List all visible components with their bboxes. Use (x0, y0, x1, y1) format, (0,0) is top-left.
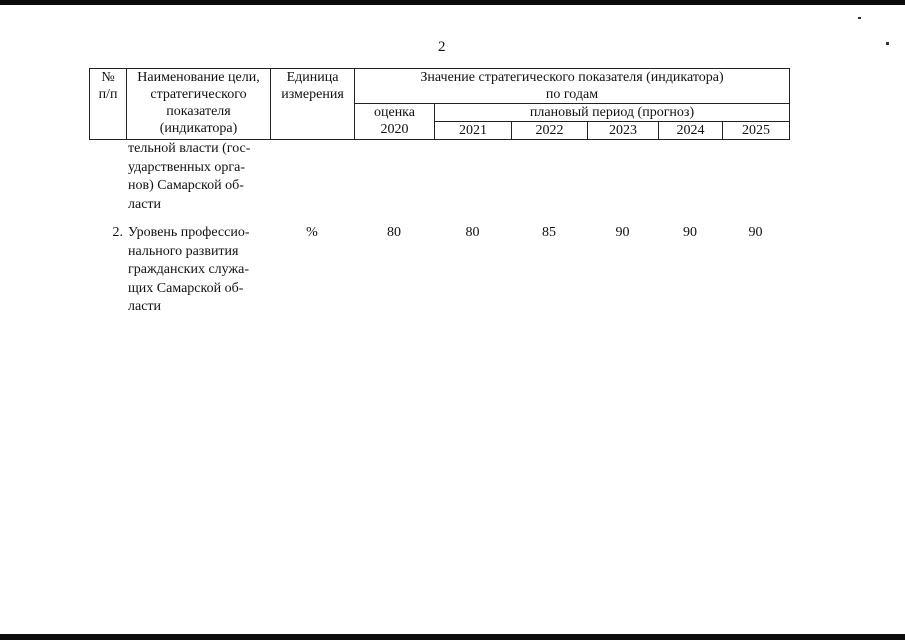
indicator-name-line: Уровень профессио- (128, 225, 250, 240)
indicator-name-line: нов) Самарской об- (128, 178, 244, 193)
unit-value: % (306, 225, 318, 240)
header-estimate-year: 2020 (380, 122, 409, 137)
header-unit-line: Единица (286, 70, 339, 85)
scan-edge-bottom (0, 634, 905, 640)
header-name-line: Наименование цели, (137, 70, 260, 85)
indicator-name-line: щих Самарской об- (128, 280, 244, 296)
indicator-name (128, 140, 267, 214)
value-2020: 80 (387, 225, 401, 240)
header-name-line: (индикатора) (159, 121, 238, 136)
value-2021: 80 (465, 225, 480, 240)
header-value-title-line: по годам (545, 87, 599, 102)
header-unit-line: измерения (281, 87, 344, 102)
scan-speck (858, 17, 861, 19)
header-value-title-line: Значение стратегического показателя (индикатора) (420, 70, 724, 85)
row-number: 2. (112, 225, 123, 240)
header-estimate-label: оценка (373, 105, 415, 120)
header-unit-cell (271, 69, 355, 140)
indicator-name-line: нального развития (128, 243, 239, 259)
header-num-line: п/п (98, 87, 118, 102)
scan-edge-top (0, 0, 905, 5)
scan-speck (886, 42, 889, 45)
header-num-line: № (101, 70, 115, 85)
header-year: 2023 (588, 122, 659, 140)
header-year: 2021 (435, 122, 512, 140)
page-number: 2 (438, 39, 446, 55)
indicator-name-line: ласти (128, 196, 162, 212)
indicator-name-line: ласти (128, 299, 162, 314)
value-2022: 85 (542, 225, 556, 240)
header-planned-period: плановый период (прогноз) (435, 104, 790, 122)
header-year: 2022 (512, 122, 588, 140)
value-2023: 90 (615, 225, 630, 240)
header-year: 2025 (723, 122, 790, 140)
header-year: 2024 (659, 122, 723, 140)
indicator-name-line: тельной власти (гос- (128, 141, 251, 156)
indicator-table-header (89, 68, 790, 140)
header-value-title-cell (355, 69, 790, 104)
indicator-name-line: гражданских служа- (128, 262, 250, 277)
header-estimate-cell (355, 104, 435, 140)
indicator-name-line: ударственных орга- (128, 159, 246, 175)
header-name-cell (127, 69, 271, 140)
header-name-line: стратегического (150, 87, 247, 102)
value-2024: 90 (683, 225, 697, 240)
value-2025: 90 (748, 225, 763, 240)
header-name-line: показателя (166, 104, 231, 119)
header-num-cell (90, 69, 127, 140)
indicator-name (128, 224, 267, 317)
